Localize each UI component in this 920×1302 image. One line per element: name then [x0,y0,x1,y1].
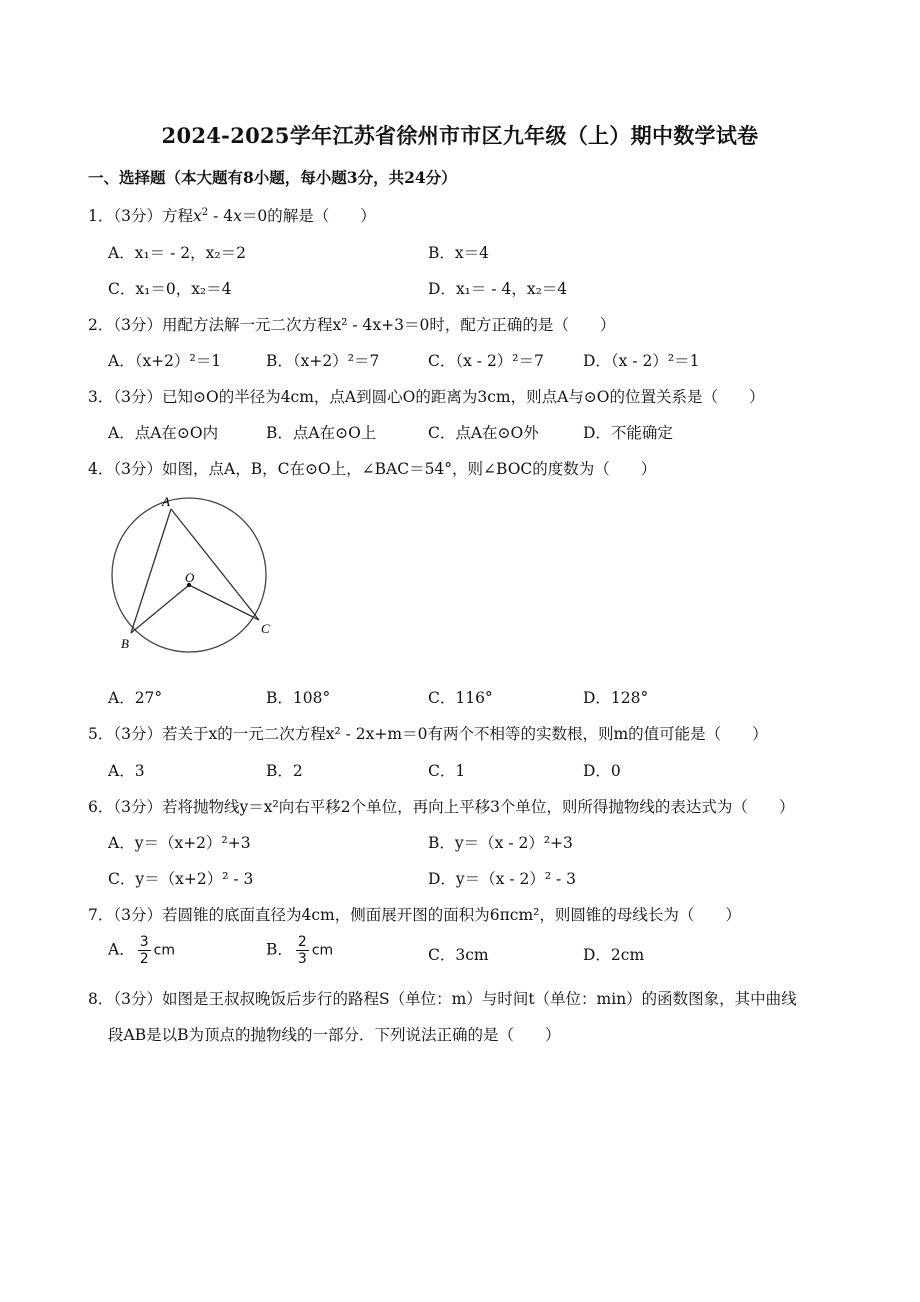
question-6-option-b: B．y＝（x - 2）²+3 [428,834,573,852]
question-3-option-b: B．点A在⊙O上 [266,424,377,442]
fraction-denominator: 2 [139,951,149,967]
section-heading: 一、选择题（本大题有8小题，每小题3分，共24分） [88,168,457,187]
label-b: B [121,636,129,651]
variable: x [233,207,242,225]
question-number: 3． [88,388,114,406]
question-text: 如图是王叔叔晚饭后步行的路程S（单位：m）与时间t（单位：min）的函数图象，其中曲线 [162,990,797,1008]
question-8-stem-continued: 段AB是以B为顶点的抛物线的一部分．下列说法正确的是（ ） [108,1026,561,1044]
question-1-option-b [428,241,489,263]
question-text: 如图，点A，B，C在⊙O上，∠BAC＝54°，则∠BOC的度数为（ ） [162,460,657,478]
unit: cm [311,942,334,959]
unit: cm [153,942,175,959]
question-number: 6． [88,798,114,816]
question-score: （3分） [113,798,162,816]
question-3-option-a: A．点A在⊙O内 [108,424,219,442]
question-number: 8． [88,990,114,1008]
option-letter: C． [108,280,136,298]
label-a: A [162,494,170,509]
question-7-option-c: C．3cm [428,946,489,964]
fraction [296,934,309,967]
circle-figure [105,492,285,664]
fraction [138,934,151,967]
question-6-option-d: D．y＝（x - 2）² - 3 [428,870,577,888]
question-score: （3分） [113,460,162,478]
question-3-option-c: C．点A在⊙O外 [428,424,539,442]
label-o: O [185,570,195,585]
option-text: x₁＝ - 4，x₂＝4 [455,280,568,298]
question-4-stem [88,457,656,479]
question-8-stem [88,987,797,1009]
question-1-option-d [428,277,567,299]
question-1-stem [88,204,376,226]
question-text: - 4 [208,207,234,225]
segment-ab [131,509,171,633]
question-text: 用配方法解一元二次方程x² - 4x+3＝0时，配方正确的是（ ） [162,316,616,334]
question-2-option-b: B．（x+2）²＝7 [266,352,380,370]
option-letter: B． [266,940,293,959]
question-5-stem [88,722,768,744]
segment-oc [189,585,259,620]
question-text: 方程 [162,207,194,225]
question-number: 5． [88,725,114,743]
question-4-option-c: C．116° [428,689,493,707]
question-7-option-a [108,934,175,967]
question-text: 若圆锥的底面直径为4cm，侧面展开图的面积为6πcm²，则圆锥的母线长为（ ） [162,906,741,924]
question-5-option-b: B．2 [266,762,303,780]
question-2-option-d: D．（x - 2）²＝1 [583,352,700,370]
option-text: x₁＝ - 2，x₂＝2 [134,244,246,262]
question-2-option-a: A．（x+2）²＝1 [108,352,222,370]
question-score: （3分） [113,990,162,1008]
question-4-option-a: A．27° [108,689,163,707]
question-score: （3分） [113,725,162,743]
question-text: 若关于x的一元二次方程x² - 2x+m＝0有两个不相等的实数根，则m的值可能是（ ） [162,725,768,743]
question-6-stem [88,795,794,817]
question-2-stem [88,313,615,335]
question-5-option-d: D．0 [583,762,621,780]
option-letter: B． [428,244,455,262]
question-4-option-d: D．128° [583,689,649,707]
variable: x [193,207,202,225]
question-7-option-d: D．2cm [583,946,645,964]
question-score: （3分） [113,906,162,924]
option-text: x₁＝0，x₂＝4 [135,280,232,298]
fraction-denominator: 3 [297,951,307,967]
question-3-stem [88,385,764,407]
question-number: 4． [88,460,114,478]
question-text: 若将抛物线y＝x²向右平移2个单位，再向上平移3个单位，则所得抛物线的表达式为（ ） [162,798,795,816]
question-number: 2． [88,316,114,334]
question-number: 1． [88,207,114,225]
question-score: （3分） [113,207,162,225]
question-score: （3分） [113,316,162,334]
fraction-numerator: 3 [139,934,149,950]
segment-ac [171,509,259,620]
question-3-option-d: D．不能确定 [583,424,673,442]
question-number: 7． [88,906,114,924]
question-5-option-a: A．3 [108,762,145,780]
question-5-option-c: C．1 [428,762,466,780]
question-4-option-b: B．108° [266,689,331,707]
question-1-option-c [108,277,232,299]
question-text: 已知⊙O的半径为4cm，点A到圆心O的距离为3cm，则点A与⊙O的位置关系是（ ） [162,388,765,406]
page-title: 2024-2025学年江苏省徐州市市区九年级（上）期中数学试卷 [161,123,759,148]
question-6-option-a: A．y＝（x+2）²+3 [108,834,251,852]
question-2-option-c: C．（x - 2）²＝7 [428,352,544,370]
option-text: x＝4 [454,244,489,262]
question-7-option-b [266,934,333,967]
option-letter: D． [428,280,456,298]
question-text: ＝0的解是（ ） [241,207,376,225]
question-1-option-a [108,241,246,263]
option-letter: A． [108,940,135,959]
option-letter: A． [108,244,135,262]
question-6-option-c: C．y＝（x+2）² - 3 [108,870,254,888]
segment-ob [131,585,189,633]
label-c: C [261,621,270,636]
question-7-stem [88,903,741,925]
exponent: 2 [201,206,209,218]
question-score: （3分） [113,388,162,406]
fraction-numerator: 2 [297,934,307,950]
